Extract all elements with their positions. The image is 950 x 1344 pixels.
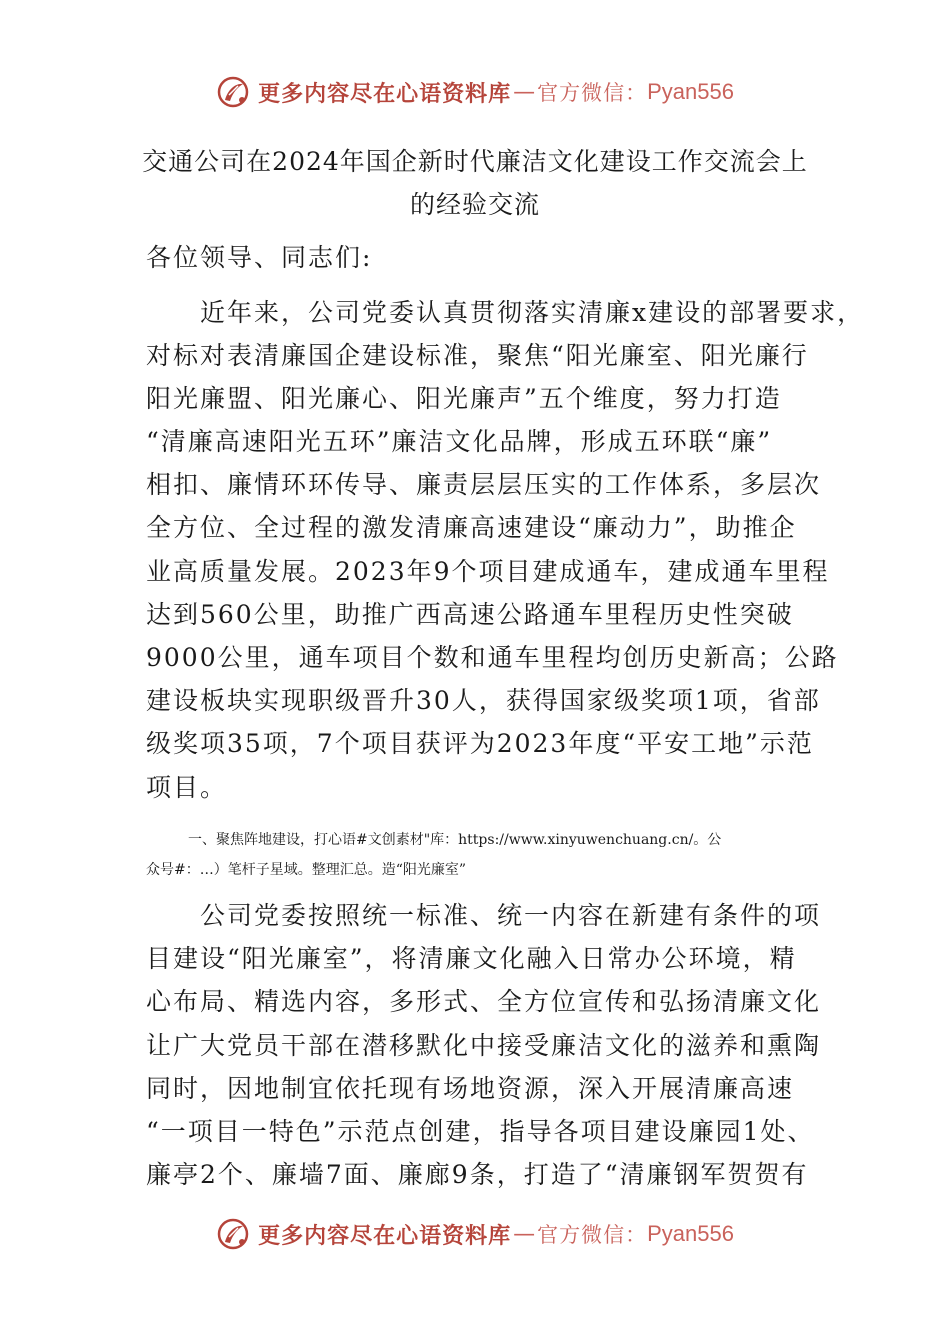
brand-logo-icon xyxy=(216,75,250,109)
watermark-dash: — xyxy=(513,79,536,105)
paragraph-line: 廉亭2个、廉墙7面、廉廊9条，打造了“清廉钢军贺贺有 xyxy=(146,1160,809,1189)
watermark-banner-bottom xyxy=(0,1212,950,1256)
paragraph-line: 同时，因地制宜依托现有场地资源，深入开展清廉高速 xyxy=(146,1074,795,1103)
salutation: 各位领导、同志们: xyxy=(146,243,373,272)
paragraph-line: 建设板块实现职级晋升30人，获得国家级奖项1项，省部 xyxy=(146,686,821,715)
paragraph-line: 目建设“阳光廉室”，将清廉文化融入日常办公环境，精 xyxy=(146,944,797,973)
paragraph-line: 让广大党员干部在潜移默化中接受廉洁文化的滋养和熏陶 xyxy=(146,1031,822,1060)
paragraph-line: 近年来，公司党委认真贯彻落实清廉x建设的部署要求， xyxy=(146,298,865,327)
paragraph-line: 相扣、廉情环环传导、廉责层层压实的工作体系，多层次 xyxy=(146,470,822,499)
paragraph-line: “一项目一特色”示范点创建，指导各项目建设廉园1处、 xyxy=(146,1117,815,1146)
paragraph-line: 9000公里，通车项目个数和通车里程均创历史新高；公路 xyxy=(146,643,839,672)
watermark-banner-top xyxy=(0,70,950,114)
section-heading-line: 一、聚焦阵地建设，打心语#文创素材"库：https://www.xinyuwenchuang.cn/。公 xyxy=(146,832,722,848)
watermark-brand-text: 更多内容尽在心语资料库 xyxy=(258,81,512,107)
paragraph-line: 业高质量发展。2023年9个项目建成通车，建成通车里程 xyxy=(146,557,830,586)
document-title-line-1: 交通公司在2024年国企新时代廉洁文化建设工作交流会上 xyxy=(142,147,808,176)
brand-logo-icon xyxy=(216,1217,250,1251)
watermark-dash: — xyxy=(513,1221,536,1247)
watermark-wechat-label: 官方微信： xyxy=(537,1223,648,1247)
paragraph-line: 全方位、全过程的激发清廉高速建设“廉动力”，助推企 xyxy=(146,513,797,542)
paragraph-line: 项目。 xyxy=(146,773,228,802)
watermark-brand-text: 更多内容尽在心语资料库 xyxy=(258,1223,512,1249)
watermark-wechat-label: 官方微信： xyxy=(537,81,648,105)
paragraph-line: 心布局、精选内容，多形式、全方位宣传和弘扬清廉文化 xyxy=(146,987,822,1016)
document-title-line-2: 的经验交流 xyxy=(409,190,540,219)
paragraph-line: 公司党委按照统一标准、统一内容在新建有条件的项 xyxy=(146,901,822,930)
section-heading-line: 众号#：…）笔杆子星域。整理汇总。造“阳光廉室” xyxy=(146,862,467,878)
paragraph-line: “清廉高速阳光五环”廉洁文化品牌，形成五环联“廉” xyxy=(146,427,773,456)
paragraph-line: 对标对表清廉国企建设标准，聚焦“阳光廉室、阳光廉行 xyxy=(146,341,809,370)
paragraph-line: 级奖项35项，7个项目获评为2023年度“平安工地”示范 xyxy=(146,729,814,758)
paragraph-line: 达到560公里，助推广西高速公路通车里程历史性突破 xyxy=(146,600,794,629)
paragraph-line: 阳光廉盟、阳光廉心、阳光廉声”五个维度，努力打造 xyxy=(146,384,782,413)
watermark-wechat-id: Pyan556 xyxy=(647,1221,734,1246)
watermark-wechat-id: Pyan556 xyxy=(647,79,734,104)
